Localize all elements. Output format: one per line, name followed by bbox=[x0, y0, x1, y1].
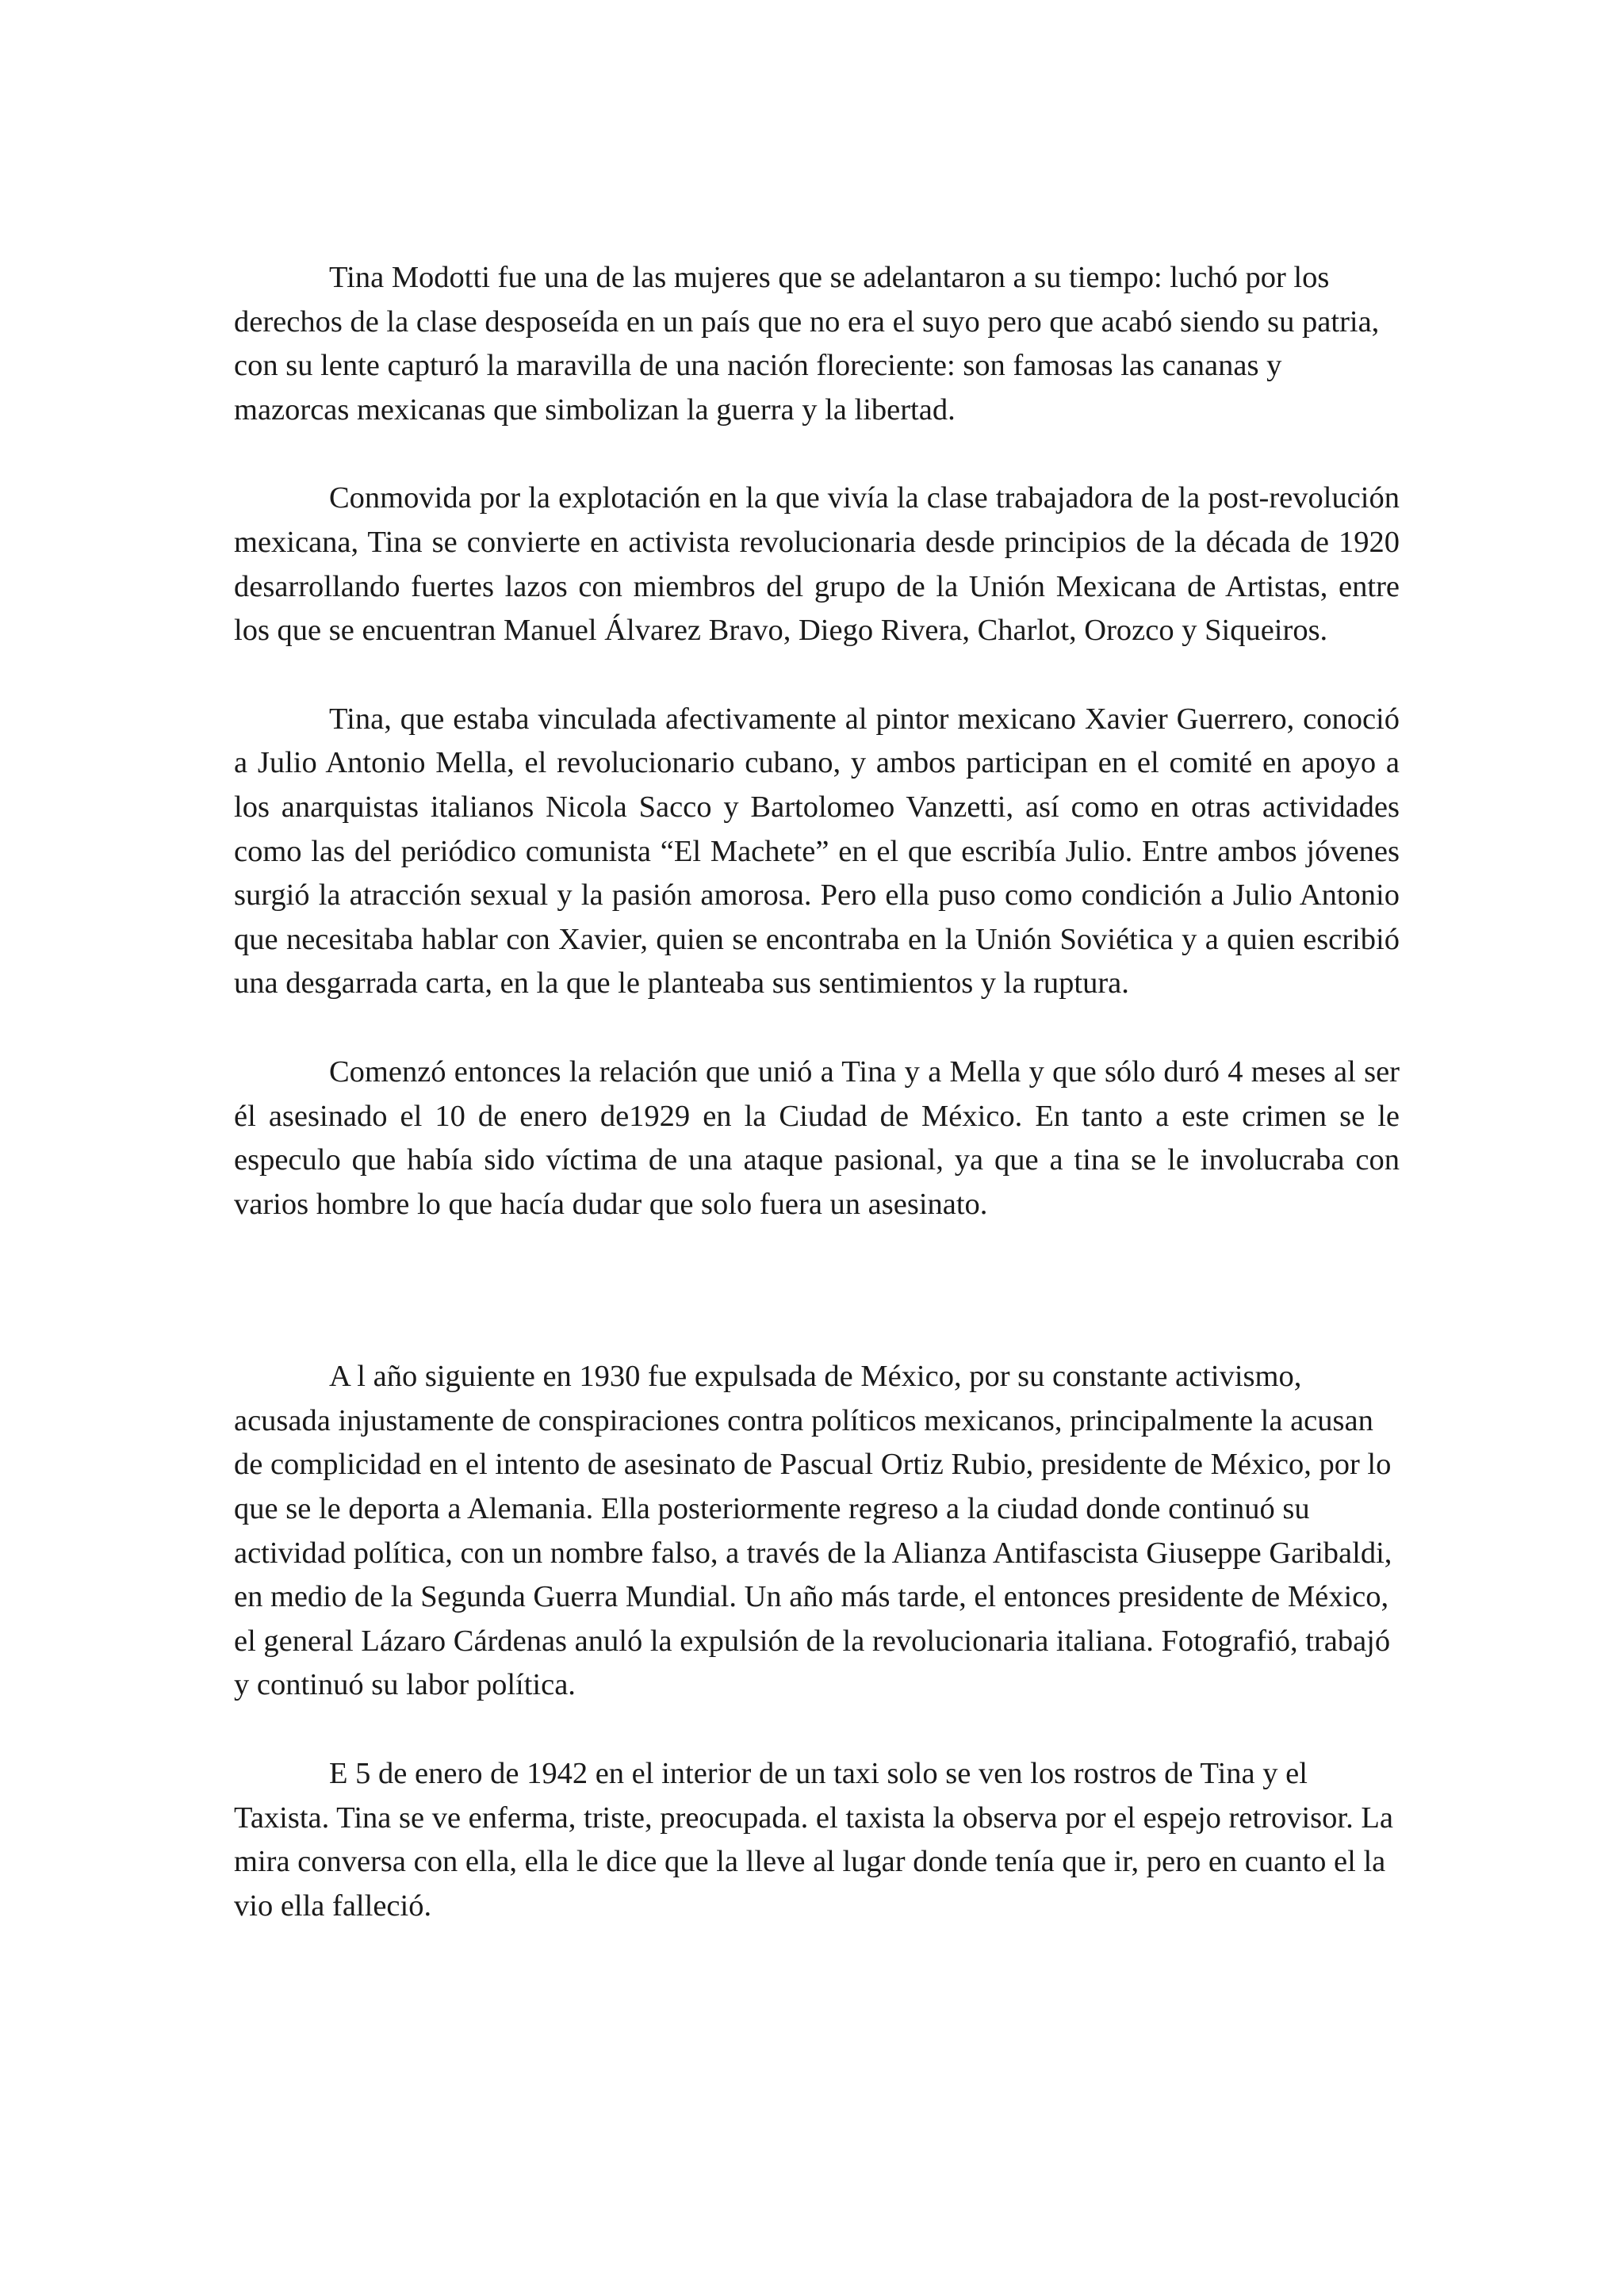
document-body bbox=[234, 256, 1400, 1928]
paragraph-1: Tina Modotti fue una de las mujeres que se adelantaron a su tiempo: luchó por los derechos de la clase desposeída en un país que no era el suyo pero que acabó siendo su patria, con su lente capturó la maravilla de una nación floreciente: son famosas las cananas y mazorcas mexicanas que simbolizan la guerra y la libertad. bbox=[234, 261, 1380, 427]
paragraph-3: Tina, que estaba vinculada afectivamente al pintor mexicano Xavier Guerrero, conoció a Julio Antonio Mella, el revolucionario cubano, y ambos participan en el comité en apoyo a los anarquistas italianos Nicola Sacco y Bartolomeo Vanzetti, así como en otras actividades como las del periódico comunista “El Machete” en el que escribía Julio. Entre ambos jóvenes surgió la atracción sexual y la pasión amorosa. Pero ella puso como condición a Julio Antonio que necesitaba hablar con Xavier, quien se encontraba en la Unión Soviética y a quien escribió una desgarrada carta, en la que le planteaba sus sentimientos y la ruptura. bbox=[234, 702, 1400, 1001]
paragraph-5: A l año siguiente en 1930 fue expulsada de México, por su constante activismo, acusada injustamente de conspiraciones contra políticos mexicanos, principalmente la acusan de complicidad en el intento de asesinato de Pascual Ortiz Rubio, presidente de México, por lo que se le deporta a Alemania. Ella posteriormente regreso a la ciudad donde continuó su actividad política, con un nombre falso, a través de la Alianza Antifascista Giuseppe Garibaldi, en medio de la Segunda Guerra Mundial. Un año más tarde, el entonces presidente de México, el general Lázaro Cárdenas anuló la expulsión de la revolucionaria italiana. Fotografió, trabajó y continuó su labor política. bbox=[234, 1360, 1392, 1702]
paragraph-6: E 5 de enero de 1942 en el interior de un taxi solo se ven los rostros de Tina y el Taxista. Tina se ve enferma, triste, preocupada. el taxista la observa por el espejo retrovisor. La mira conversa con ella, ella le dice que la lleve al lugar donde tenía que ir, pero en cuanto el la vio ella falleció. bbox=[234, 1757, 1393, 1923]
paragraph-4: Comenzó entonces la relación que unió a Tina y a Mella y que sólo duró 4 meses al ser él asesinado el 10 de enero de1929 en la Ciudad de México. En tanto a este crimen se le especulo que había sido víctima de una ataque pasional, ya que a tina se le involucraba con varios hombre lo que hacía dudar que solo fuera un asesinato. bbox=[234, 1054, 1400, 1221]
paragraph-2: Conmovida por la explotación en la que vivía la clase trabajadora de la post-revolución mexicana, Tina se convierte en activista revolucionaria desde principios de la década de 1920 desarrollando fuertes lazos con miembros del grupo de la Unión Mexicana de Artistas, entre los que se encuentran Manuel Álvarez Bravo, Diego Rivera, Charlot, Orozco y Siqueiros. bbox=[234, 481, 1400, 648]
